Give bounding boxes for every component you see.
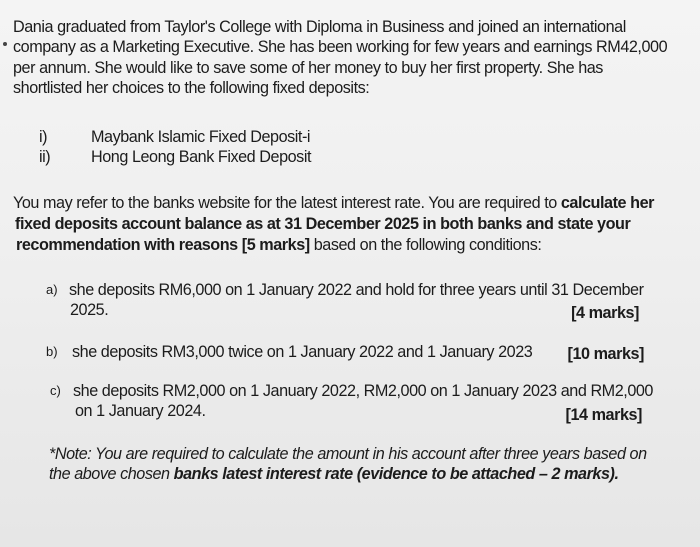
condition-text-line-1: she deposits RM3,000 twice on 1 January 2022 and 1 January 2023 xyxy=(72,343,533,361)
instructions-line-3-plain: based on the following conditions: xyxy=(309,236,542,254)
choice-name: Maybank Islamic Fixed Deposit-i xyxy=(91,128,311,146)
intro-line-3: per annum. She would like to save some of her money to buy her first property. She has xyxy=(13,59,603,77)
condition-marks: [10 marks] xyxy=(567,345,644,363)
note-line-2-plain: the above chosen xyxy=(49,465,174,483)
condition-marks: [14 marks] xyxy=(565,406,642,424)
condition-label: b) xyxy=(46,344,58,359)
condition-text-line-2: 2025. xyxy=(70,301,109,319)
choice-number: ii) xyxy=(39,148,51,166)
instructions-line-2: fixed deposits account balance as at 31 December 2025 in both banks and state your xyxy=(15,215,631,233)
condition-text-line-2: on 1 January 2024. xyxy=(75,402,206,420)
intro-line-2: company as a Marketing Executive. She has been working for few years and earnings RM42,000 xyxy=(13,38,668,56)
note-line-2 xyxy=(49,464,619,484)
condition-text-line-1: she deposits RM6,000 on 1 January 2022 and hold for three years until 31 December xyxy=(69,281,644,299)
choice-number: i) xyxy=(39,128,48,146)
condition-marks: [4 marks] xyxy=(571,304,639,322)
intro-line-4: shortlisted her choices to the following fixed deposits: xyxy=(13,79,370,97)
condition-text-line-1: she deposits RM2,000 on 1 January 2022, RM2,000 on 1 January 2023 and RM2,000 xyxy=(73,382,653,400)
intro-line-1: Dania graduated from Taylor's College with Diploma in Business and joined an international xyxy=(13,18,626,36)
condition-label: a) xyxy=(46,282,58,297)
instructions-line-1 xyxy=(13,193,654,213)
choice-name: Hong Leong Bank Fixed Deposit xyxy=(91,148,312,166)
instructions-line-3 xyxy=(16,235,541,255)
note-line-1: *Note: You are required to calculate the amount in his account after three years based on xyxy=(49,445,647,463)
instructions-line-1-bold: calculate her xyxy=(560,194,654,212)
condition-label: c) xyxy=(50,383,61,398)
instructions-line-1-plain: You may refer to the banks website for the latest interest rate. You are required to xyxy=(13,194,561,212)
instructions-line-3-bold: recommendation with reasons [5 marks] xyxy=(16,236,310,254)
bullet-dot xyxy=(3,42,7,46)
note-line-2-bold: banks latest interest rate (evidence to be attached – 2 marks). xyxy=(173,465,619,483)
